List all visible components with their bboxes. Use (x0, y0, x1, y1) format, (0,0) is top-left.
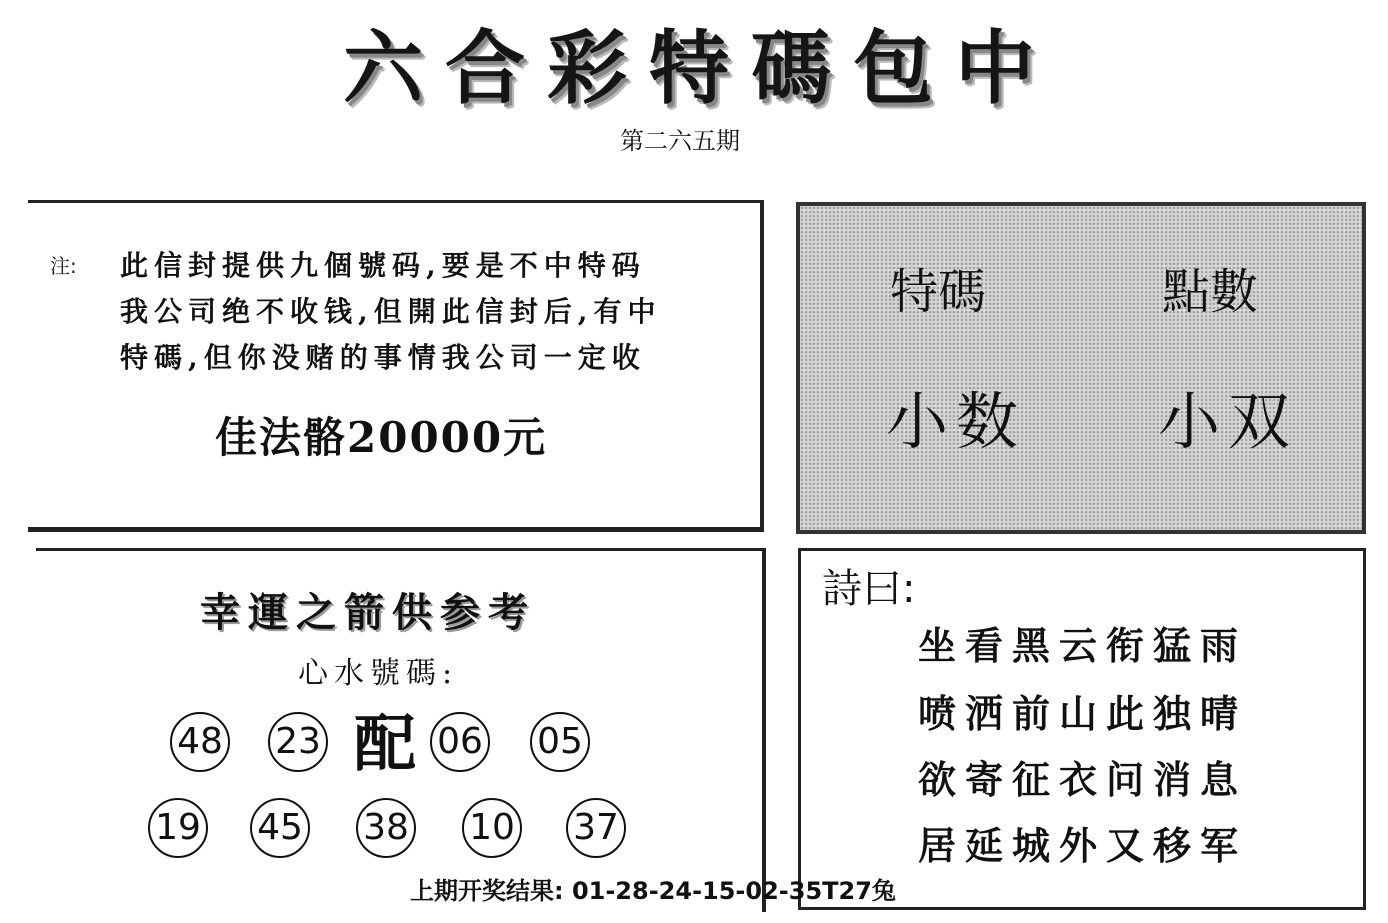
number-ball: 19 (148, 798, 208, 858)
reward-amount: 佳法骼20000元 (215, 413, 548, 462)
number-ball: 23 (268, 712, 328, 772)
poem-line: 喷洒前山此独晴 (918, 691, 1248, 736)
last-result: 上期开奖结果: 01-28-24-15-02-35T27兔 (410, 877, 896, 905)
poem-line: 居延城外又移军 (918, 823, 1248, 868)
number-ball: 10 (462, 798, 522, 858)
poem-line: 欲寄征衣问消息 (918, 757, 1248, 802)
number-ball: 48 (170, 712, 230, 772)
pair-mark: 配 (354, 707, 417, 780)
note-line: 特碼,但你没赌的事情我公司一定收 (120, 341, 646, 374)
number-ball: 06 (430, 712, 490, 772)
note-line: 此信封提供九個號码,要是不中特码 (120, 249, 646, 282)
number-ball: 38 (356, 798, 416, 858)
tema-stats-panel (796, 202, 1366, 534)
tema-label: 特碼 (890, 264, 987, 320)
lucky-subtitle: 心水號碼: (298, 656, 459, 691)
poem-line: 坐看黑云衔猛雨 (918, 623, 1248, 668)
lucky-title: 幸運之箭供参考 (200, 589, 536, 636)
dianshu-value: 小双 (1158, 385, 1299, 458)
issue-number: 第二六五期 (620, 127, 740, 155)
dianshu-label: 點數 (1162, 264, 1259, 320)
number-ball: 05 (530, 712, 590, 772)
poem-heading: 詩曰: (822, 566, 916, 612)
tema-value: 小数 (886, 385, 1027, 458)
note-line: 我公司绝不收钱,但開此信封后,有中 (120, 295, 662, 328)
page-title: 六合彩特碼包中 (343, 21, 1057, 115)
number-ball: 45 (250, 798, 310, 858)
note-prefix: 注: (50, 254, 77, 278)
number-ball: 37 (566, 798, 626, 858)
